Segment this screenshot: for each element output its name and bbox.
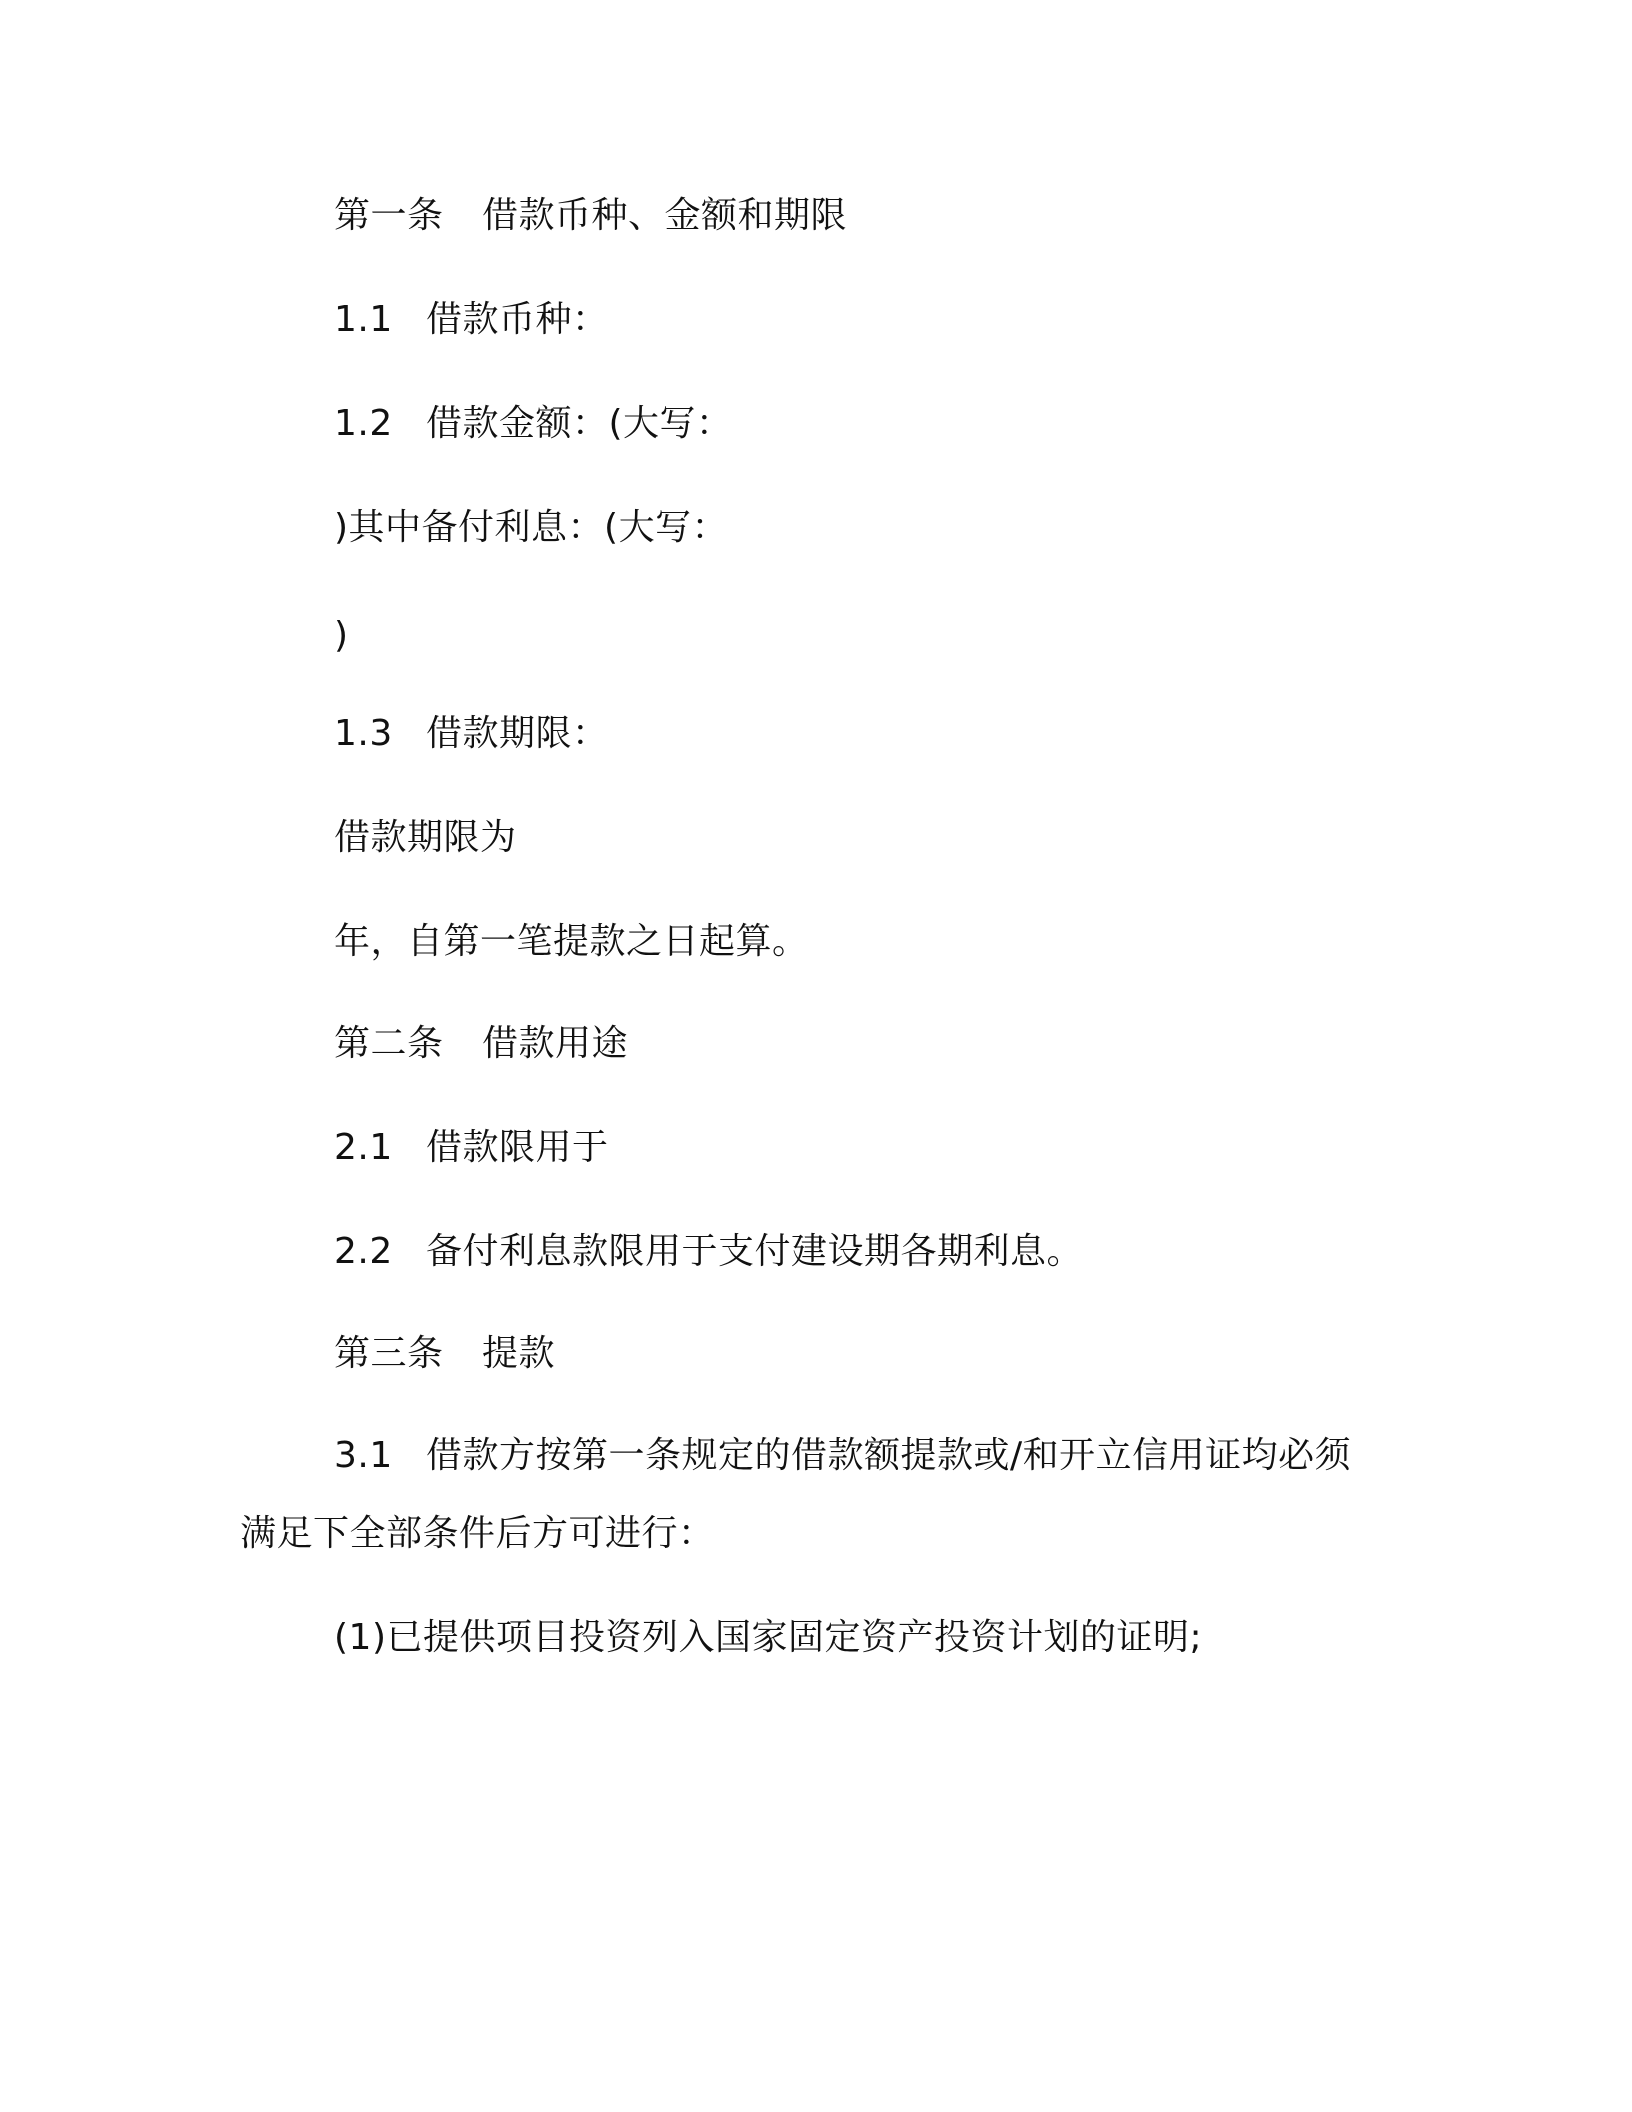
clause-3-1-text-line-1: 借款方按第一条规定的借款额提款或/和开立信用证均必须 (426, 1435, 1352, 1476)
clause-2-1 (334, 1124, 609, 1172)
clause-1-3 (334, 710, 609, 758)
clause-2-2-number: 2.2 (334, 1231, 393, 1272)
clause-1-2 (334, 400, 733, 448)
clause-2-2 (334, 1228, 1083, 1276)
clause-2-1-number: 2.1 (334, 1127, 393, 1168)
article-1-title: 借款币种、金额和期限 (482, 195, 848, 236)
article-2-heading (334, 1020, 628, 1068)
article-1-label: 第一条 (334, 195, 444, 236)
clause-1-1 (334, 296, 609, 344)
article-1-heading (334, 192, 847, 240)
clause-2-1-text: 借款限用于 (426, 1127, 609, 1168)
article-3-heading (334, 1330, 555, 1378)
term-line-1: 借款期限为 (334, 817, 517, 858)
article-2-label: 第二条 (334, 1023, 444, 1064)
clause-3-1-number: 3.1 (334, 1435, 393, 1476)
interest-amount-line: )其中备付利息：(大写： (334, 507, 729, 548)
article-2-title: 借款用途 (482, 1023, 629, 1064)
clause-1-3-text: 借款期限： (426, 713, 609, 754)
article-3-label: 第三条 (334, 1333, 444, 1374)
closing-parenthesis: ) (334, 615, 349, 656)
term-line-2: 年，自第一笔提款之日起算。 (334, 921, 809, 962)
clause-1-1-text: 借款币种： (426, 299, 609, 340)
article-3-title: 提款 (482, 1333, 556, 1374)
clause-1-2-number: 1.2 (334, 403, 393, 444)
clause-1-3-number: 1.3 (334, 713, 393, 754)
clause-1-1-number: 1.1 (334, 299, 393, 340)
clause-2-2-text: 备付利息款限用于支付建设期各期利息。 (426, 1231, 1084, 1272)
clause-3-1-line-1 (334, 1432, 1351, 1480)
clause-3-1-line-2: 满足下全部条件后方可进行： (240, 1513, 715, 1554)
condition-1: (1)已提供项目投资列入国家固定资产投资计划的证明; (334, 1617, 1203, 1658)
clause-1-2-text: 借款金额：(大写： (426, 403, 733, 444)
